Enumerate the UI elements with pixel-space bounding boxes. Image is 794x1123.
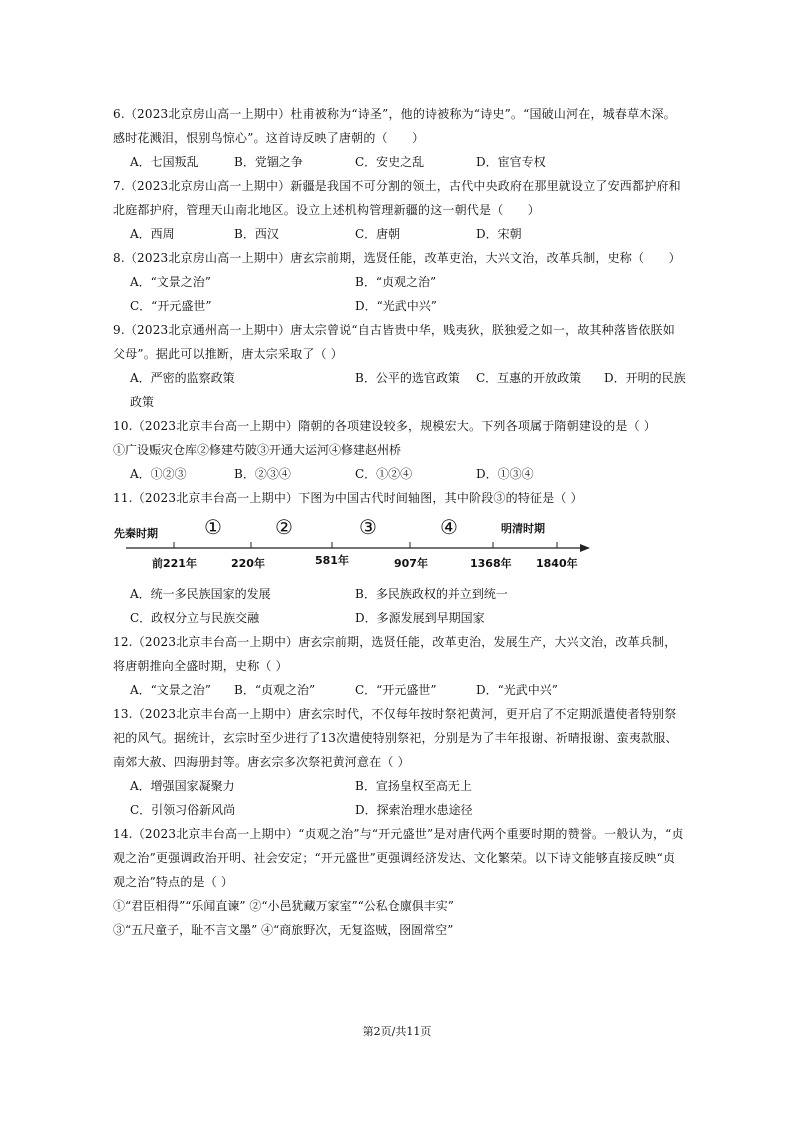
question-10-stem [113,414,685,438]
option-d: D．多源发展到早期国家 [355,611,485,625]
option-b: B．西汉 [234,227,279,241]
date-label-4: 1368年 [470,557,512,570]
question-11-text: 11.（2023北京丰台高一上期中）下图为中国古代时间轴图，其中阶段③的特征是（ ） [113,491,583,505]
date-label-3: 907年 [394,557,428,570]
stage-1-label: ① [204,515,222,539]
option-d: D．“光武中兴” [476,683,558,697]
stage-2-label: ② [275,515,293,539]
question-10-text: 10.（2023北京丰台高一上期中）隋朝的各项建设较多，规模宏大。下列各项属于隋朝建设的是（ ） [113,419,657,433]
date-label-2: 581年 [315,554,349,567]
question-12-text: 12.（2023北京丰台高一上期中）唐玄宗前期，选贤任能，改革吏治，发展生产，大兴文治，改革兵制，将唐朝推向全盛时期，史称（ ） [113,635,677,673]
date-label-5: 1840年 [536,557,578,570]
option-a: A．统一多民族国家的发展 [130,587,271,601]
timeline-left-label: 先秦时期 [114,527,158,540]
question-7-text: 7.（2023北京房山高一上期中）新疆是我国不可分割的领土，古代中央政府在那里就设立了安西都护府和北庭都护府，管理天山南北地区。设立上述机构管理新疆的这一朝代是（ ） [113,179,681,217]
question-13-stem [113,702,685,774]
page-number-footer: 第2页/共11页 [362,1025,432,1038]
option-a: A．“文景之治” [130,275,211,289]
option-a: A．增强国家凝聚力 [130,779,235,793]
option-c: C．“开元盛世” [355,683,437,697]
option-a: A．严密的监察政策 [130,371,235,385]
question-14-stem [113,822,685,894]
option-d: D．“光武中兴” [355,299,437,313]
question-14-items-line1: ①“君臣相得”“乐闻直谏” ②“小邑犹藏万家室”“公私仓廪俱丰实” [113,899,454,913]
option-c: C．引领习俗新风尚 [130,803,236,817]
question-14-items-line2: ③“五尺童子，耻不言文墨” ④“商旅野次，无复盗贼，囹圄常空” [113,923,454,937]
timeline-ticks [174,542,557,548]
option-a: A．西周 [130,227,175,241]
option-b: B．公平的选官政策 [355,371,460,385]
stage-4-label: ④ [440,515,458,539]
option-a: A．七国叛乱 [130,155,199,169]
question-14-text: 14.（2023北京丰台高一上期中）“贞观之治”与“开元盛世”是对唐代两个重要时期的赞誉。一般认为，“贞观之治”更强调政治开明、社会安定；“开元盛世”更强调经济发达、文化繁荣。以下诗文能够直接反映“贞观之治”特点的是（ ） [113,827,684,889]
option-c: C．政权分立与民族交融 [130,611,260,625]
question-6-stem [113,102,685,150]
question-13-text: 13.（2023北京丰台高一上期中）唐玄宗时代，不仅每年按时祭祀黄河，更开启了不定期派遣使者特别祭祀的风气。据统计，玄宗时至少进行了13次遣使特别祭祀，分别是为了丰年报谢、祈晴报谢、蛮夷款服、南郊大赦、四海册封等。唐玄宗多次祭祀黄河意在（ ） [113,707,678,769]
option-b: B．“贞观之治” [234,683,316,697]
timeline-right-label: 明清时期 [501,522,545,535]
question-12-stem [113,630,685,678]
question-7-stem [113,174,685,222]
option-d: D．宋朝 [476,227,522,241]
option-d: D．探索治理水患途径 [355,803,473,817]
option-b: B．多民族政权的并立到统一 [355,587,508,601]
option-d-continued: 政策 [130,395,155,409]
date-label-0: 前221年 [152,557,197,570]
option-b: B．党锢之争 [234,155,303,169]
question-9-text: 9.（2023北京通州高一上期中）唐太宗曾说“自古皆贵中华，贱夷狄，朕独爱之如一，故其种落皆依朕如父母”。据此可以推断，唐太宗采取了（ ） [113,323,675,361]
option-c: C．安史之乱 [355,155,425,169]
stage-3-label: ③ [359,515,377,539]
option-b: B．②③④ [234,467,291,481]
option-d: D．①③④ [476,467,534,481]
question-10-items: ①广设赈灾仓库②修建芍陂③开通大运河④修建赵州桥 [113,443,402,457]
timeline-diagram [110,512,600,574]
question-9-stem [113,318,685,366]
question-8-stem [113,246,685,270]
option-b: B．“贞观之治” [355,275,437,289]
option-a: A．①②③ [130,467,187,481]
option-c: C．唐朝 [355,227,401,241]
question-11-stem [113,486,685,510]
option-b: B．宣扬皇权至高无上 [355,779,472,793]
option-c: C．互惠的开放政策 [476,371,582,385]
option-d: D．开明的民族 [604,371,686,385]
option-d: D．宦官专权 [476,155,546,169]
date-label-1: 220年 [231,557,265,570]
option-c: C．“开元盛世” [130,299,212,313]
question-8-text: 8.（2023北京房山高一上期中）唐玄宗前期，选贤任能，改革吏治，大兴文治，改革兵制，史称（ ） [113,251,681,265]
option-a: A．“文景之治” [130,683,211,697]
timeline-arrowhead [580,544,590,552]
option-c: C．①②④ [355,467,413,481]
question-6-text: 6.（2023北京房山高一上期中）杜甫被称为“诗圣”，他的诗被称为“诗史”。“国破山河在，城春草木深。感时花溅泪，恨别鸟惊心”。这首诗反映了唐朝的（ ） [113,107,676,145]
